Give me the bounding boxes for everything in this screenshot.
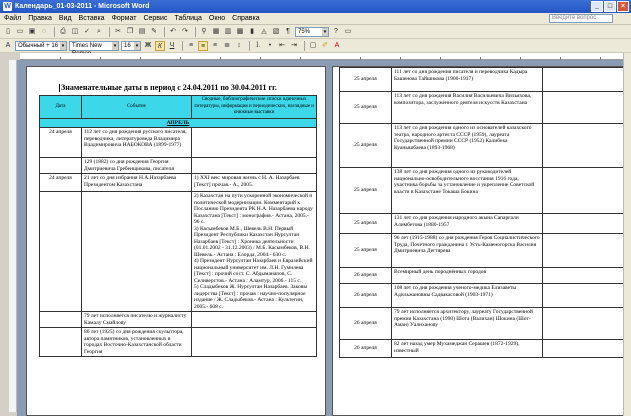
close-button[interactable]: × <box>617 1 629 12</box>
menu-format[interactable]: Формат <box>111 15 137 22</box>
table-row: 24 апреля 112 лет со дня рождения русского писателя, переводчика, литературоведа Владимира Владимировича НАБОКОВА (1899-1977) <box>40 128 317 158</box>
show-hide-icon[interactable]: ¶ <box>286 27 290 35</box>
header-date: Дата <box>40 96 82 119</box>
horizontal-ruler[interactable] <box>20 53 624 60</box>
decrease-indent-icon[interactable]: ⇤ <box>279 41 285 49</box>
copy-icon[interactable]: ❐ <box>126 27 134 35</box>
paste-icon[interactable]: ▤ <box>138 27 146 35</box>
insert-excel-icon[interactable]: ▩ <box>236 27 244 35</box>
table-row: 2) Казахстан на пути ускоренной экономической и политической модернизации. Комментарий к Посланию Президента РК Н.А. Назарбаева народу Казахстана [Текст] : монография.- Астана, 2005.- 96 с. 3) Касымбеков М.Б., Шевель В.Н. Первый Президент Республики Казахстан Нурсултан Назарбаев [Текст] : Хроника деятельности (01.01.2002 - 31.12.2003) / М.Б. Касымбеков, В.Н. Шевель.- Астана : Елорда, 2004.- 630 с. 4) Президент Нурсултан Назарбаев и Евразийский национальный университет им. Л.Н. Гумилева [Текст] : прочий сост. С. Абдыманапов, С. Селиверстов.- Астана : Аламтур, 2006.- 115 с. 5) Сладыбеков Ж. Нурсултан Назарбаев. Заковы лидерства [Текст] : прочая : научно-популярное издание / Ж. Сладыбеков.- Астана : Культегин, 2005.- 608 с. <box>40 192 317 312</box>
increase-indent-icon[interactable]: ⇥ <box>291 41 297 49</box>
header-event: Событие <box>82 96 192 119</box>
table-row: 25 апреля 96 лет (1915-1988) со дня рождения Героя Социалистического Труда, Почетного гражданина г. Усть-Каменогорска Василия Дмитриевича Дегтярева <box>340 234 631 268</box>
word-app-icon: W <box>4 3 11 10</box>
page-2[interactable] <box>332 66 631 416</box>
table-row: 25 апреля 111 лет со дня рождения писателя и переводчика Кадыра Башенова Тайшикова (1900-1937) <box>340 68 631 92</box>
font-size-select[interactable]: 16 ▾ <box>121 41 141 51</box>
table-row: 26 апреля 79 лет исполняется архитектору, лауреату Государственной премии Казахстана (1990) Шота (Валихан) Шокина (Шот-Аман) Уалиханову <box>340 308 631 340</box>
spelling-icon[interactable]: ✓ <box>84 27 90 35</box>
align-left-icon[interactable]: ≡ <box>188 41 194 49</box>
page-1[interactable] <box>26 66 326 416</box>
help-icon[interactable]: ? <box>334 27 338 35</box>
font-select[interactable]: Times New ▾ <box>69 41 119 51</box>
new-document-icon[interactable]: ▯ <box>6 27 10 35</box>
table-row: 86 лет (1925) со дня рождения скульптора, автора памятников, установленных в городах Восточно-Казахстанской области Георгия <box>40 328 317 357</box>
menu-insert[interactable]: Вставка <box>78 15 105 22</box>
permission-icon[interactable]: ◌ <box>41 27 47 35</box>
maximize-button[interactable]: □ <box>604 1 616 12</box>
redo-icon[interactable]: ↷ <box>182 27 188 35</box>
underline-icon[interactable]: Ч <box>169 41 175 49</box>
reading-mode-icon[interactable]: ▭ <box>344 27 352 35</box>
font-color-icon[interactable]: A <box>334 41 340 49</box>
menu-view[interactable]: Вид <box>58 15 72 22</box>
research-icon[interactable]: ⌕ <box>97 27 101 35</box>
events-table-page1 <box>39 95 317 357</box>
print-preview-icon[interactable]: ◫ <box>71 27 79 35</box>
justify-icon[interactable]: ≣ <box>224 41 230 49</box>
menu-help[interactable]: Справка <box>232 15 260 22</box>
table-row: 25 апреля 113 лет со дня рождения Василия Васильевича Вильяхова, композитора, заслуженного деятеля искусств Казахстана <box>340 92 631 124</box>
italic-icon[interactable]: К <box>155 41 165 51</box>
table-row: 25 апреля 131 лет со дня рождения народного акына Сапарғали Алимбетова (1880-1957 <box>340 214 631 234</box>
menu-file[interactable]: Файл <box>4 15 22 22</box>
vertical-ruler[interactable] <box>9 60 17 412</box>
columns-icon[interactable]: ▮ <box>250 27 254 35</box>
minimize-button[interactable]: _ <box>591 1 603 12</box>
style-select[interactable]: Обычный + 16 ▾ <box>15 41 67 51</box>
cut-icon[interactable]: ✂ <box>115 27 121 35</box>
save-icon[interactable]: ▣ <box>28 27 36 35</box>
insert-table-icon[interactable]: ▥ <box>224 27 232 35</box>
drawing-icon[interactable]: ◬ <box>261 27 267 35</box>
hyperlink-icon[interactable]: ⚲ <box>201 27 207 35</box>
table-row: 24 апреля 21 лет со дня избрания Н.А.Назарбаева Президентом Казахстана 1) XXI век: мировая жизнь с Н. А. Назарбаев [Текст] прочая.- А., 2005. <box>40 174 317 192</box>
header-literature: Сводные, библиографические списки одиночных литературы, информация и периодических, наглядные и книжные выставки <box>192 96 317 119</box>
help-search-input[interactable]: Введите вопрос <box>549 14 613 23</box>
open-icon[interactable]: ▭ <box>16 27 24 35</box>
print-icon[interactable]: ⎙ <box>60 27 66 35</box>
table-row: 79 лет исполняется писателю и журналисту Камалу Смайлову <box>40 312 317 328</box>
undo-icon[interactable]: ↶ <box>170 27 176 35</box>
formatting-toolbar <box>0 39 631 53</box>
text-cursor <box>59 84 60 92</box>
bold-icon[interactable]: Ж <box>144 41 152 49</box>
tables-borders-icon[interactable]: ▦ <box>212 27 220 35</box>
numbering-icon[interactable]: ⒈ <box>254 41 262 49</box>
events-table-page2 <box>339 67 631 358</box>
menu-tools[interactable]: Сервис <box>143 15 168 22</box>
table-row: 25 апреля 138 лет со дня рождения одного из руководителей национально-освободительного восстания 1916 года, участника борьбы за установление и укрепление Советской власти в Казахстане Токаша Бокина <box>340 168 631 214</box>
window-title: Календарь_01-03-2011 - Microsoft Word <box>15 3 150 10</box>
document-heading: Знаменательные даты в период с 24.04.2011 по 30.04.2011 гг. <box>61 83 277 92</box>
standard-toolbar <box>0 25 631 39</box>
title-bar <box>0 0 631 13</box>
menu-bar <box>0 13 631 25</box>
menu-window[interactable]: Окно <box>208 15 226 22</box>
table-row: 26 апреля 108 лет со дня рождения ученого-медика Елизаветы Адильжановны Садвакасовой (1903-1971) <box>340 284 631 308</box>
align-right-icon[interactable]: ≡ <box>212 41 218 49</box>
menu-table[interactable]: Таблица <box>174 15 202 22</box>
table-row: 129 (1882) со дня рождения Георгия Дмитриевича Гребенщикова, писателя <box>40 158 317 174</box>
menu-edit[interactable]: Правка <box>28 15 52 22</box>
section-april: АПРЕЛЬ <box>40 118 317 128</box>
document-map-icon[interactable]: ▧ <box>272 27 280 35</box>
zoom-select[interactable]: 75% ▾ <box>295 27 329 37</box>
table-row: 25 апреля 113 лет со дня рождения одного из основателей казахского театра, народного артиста СССР (1959), лауреата Государственной премии СССР (1952) Калибека Куанышбаева (1893-1968) <box>340 124 631 168</box>
document-area[interactable] <box>17 60 631 416</box>
highlight-icon[interactable]: ✐ <box>322 41 328 49</box>
align-center-icon[interactable]: ≡ <box>198 41 208 51</box>
line-spacing-icon[interactable]: ↕ <box>237 41 241 49</box>
borders-icon[interactable]: ▢ <box>309 41 317 49</box>
bullets-icon[interactable]: • <box>268 41 272 49</box>
styles-pane-icon[interactable]: A <box>5 41 11 49</box>
format-painter-icon[interactable]: ✎ <box>151 27 157 35</box>
table-row: 26 апреля 82 лет назад умер Мухамеджан Серашев (1872-1929), известный <box>340 340 631 358</box>
vertical-scrollbar[interactable] <box>623 53 631 416</box>
table-row: 26 апреля Всемирный день породнённых городов <box>340 268 631 284</box>
